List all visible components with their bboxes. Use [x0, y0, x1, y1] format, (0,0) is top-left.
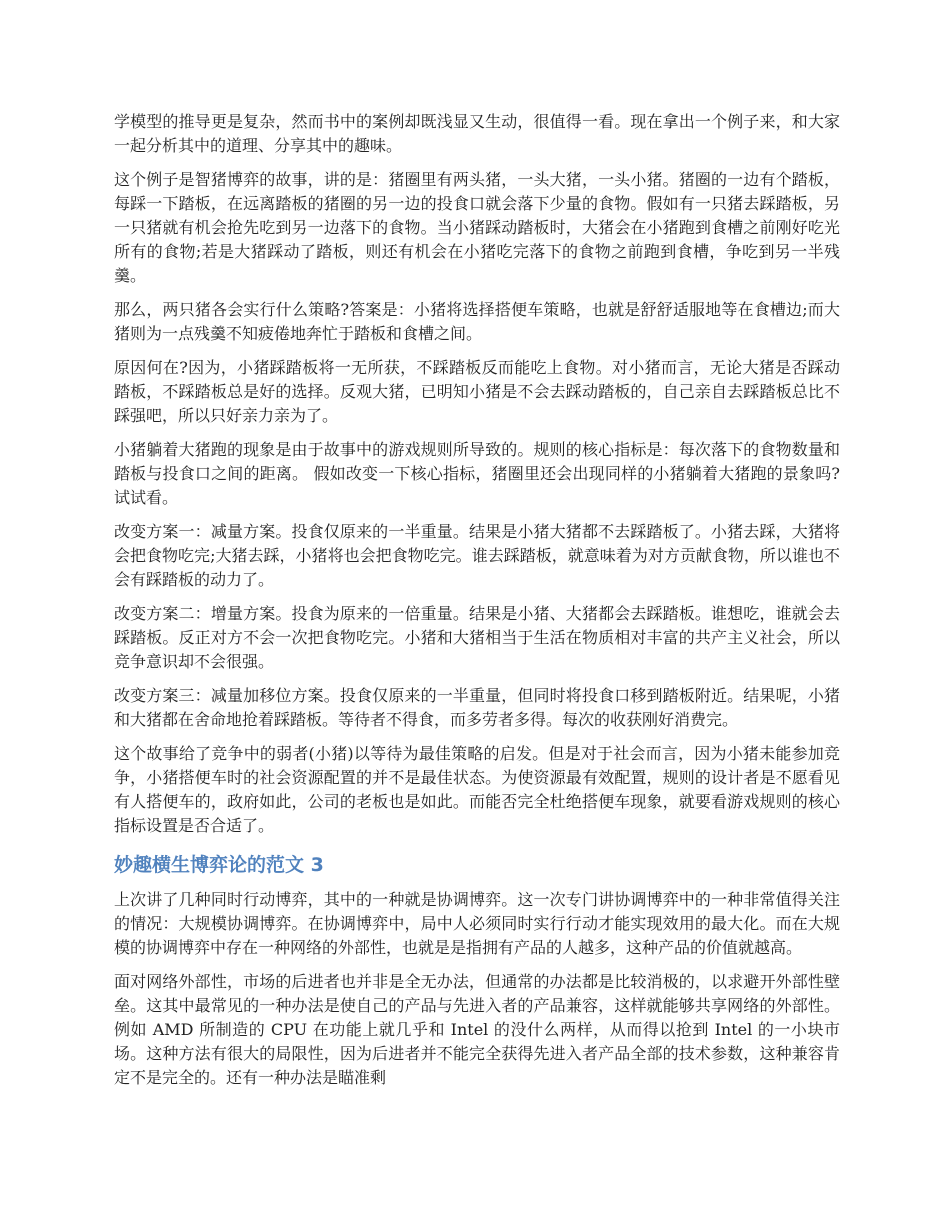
paragraph: 那么，两只猪各会实行什么策略?答案是：小猪将选择搭便车策略，也就是舒舒适服地等在食槽边;而大猪则为一点残羹不知疲倦地奔忙于踏板和食槽之间。 — [114, 300, 840, 343]
paragraph: 上次讲了几种同时行动博弈，其中的一种就是协调博弈。这一次专门讲协调博弈中的一种非常值得关注的情况：大规模协调博弈。在协调博弈中，局中人必须同时实行行动才能实现效用的最大化。而在大规模的协调博弈中存在一种网络的外部性，也就是是指拥有产品的人越多，这种产品的价值就越高。 — [114, 890, 840, 957]
paragraph: 这个故事给了竞争中的弱者(小猪)以等待为最佳策略的启发。但是对于社会而言，因为小猪未能参加竞争，小猪搭便车时的社会资源配置的并不是最佳状态。为使资源最有效配置，规则的设计者是不愿看见有人搭便车的，政府如此，公司的老板也是如此。而能否完全杜绝搭便车现象，就要看游戏规则的核心指标设置是否合适了。 — [114, 744, 840, 835]
paragraph: 这个例子是智猪博弈的故事，讲的是：猪圈里有两头猪，一头大猪，一头小猪。猪圈的一边有个踏板，每踩一下踏板，在远离踏板的猪圈的另一边的投食口就会落下少量的食物。假如有一只猪去踩踏板，另一只猪就有机会抢先吃到另一边落下的食物。当小猪踩动踏板时，大猪会在小猪跑到食槽之前刚好吃光所有的食物;若是大猪踩动了踏板，则还有机会在小猪吃完落下的食物之前跑到食槽，争吃到另一半残羹。 — [114, 170, 840, 285]
paragraph: 学模型的推导更是复杂，然而书中的案例却既浅显又生动，很值得一看。现在拿出一个例子来，和大家一起分析其中的道理、分享其中的趣味。 — [114, 112, 840, 155]
section-heading: 妙趣横生博弈论的范文 3 — [114, 854, 324, 876]
paragraph: 小猪躺着大猪跑的现象是由于故事中的游戏规则所导致的。规则的核心指标是：每次落下的食物数量和踏板与投食口之间的距离。 假如改变一下核心指标，猪圈里还会出现同样的小猪躺着大猪跑的景象吗?试试看。 — [114, 440, 840, 507]
paragraph: 面对网络外部性，市场的后进者也并非是全无办法，但通常的办法都是比较消极的，以求避开外部性壁垒。这其中最常见的一种办法是使自己的产品与先进入者的产品兼容，这样就能够共享网络的外部性。例如 AMD 所制造的 CPU 在功能上就几乎和 Intel 的没什么两样，从而得以抢到 Intel 的一小块市场。这种方法有很大的局限性，因为后进者并不能完全获得先进入者产品全部的技术参数，这种兼容肯定不是完全的。还有一种办法是瞄准剩 — [114, 972, 840, 1087]
document-page — [114, 110, 840, 1100]
paragraph: 改变方案二：增量方案。投食为原来的一倍重量。结果是小猪、大猪都会去踩踏板。谁想吃，谁就会去踩踏板。反正对方不会一次把食物吃完。小猪和大猪相当于生活在物质相对丰富的共产主义社会，所以竞争意识却不会很强。 — [114, 604, 840, 671]
paragraph: 改变方案一：减量方案。投食仅原来的一半重量。结果是小猪大猪都不去踩踏板了。小猪去踩，大猪将会把食物吃完;大猪去踩，小猪将也会把食物吃完。谁去踩踏板，就意味着为对方贡献食物，所以谁也不会有踩踏板的动力了。 — [114, 522, 840, 589]
paragraph: 原因何在?因为，小猪踩踏板将一无所获，不踩踏板反而能吃上食物。对小猪而言，无论大猪是否踩动踏板，不踩踏板总是好的选择。反观大猪，已明知小猪是不会去踩动踏板的，自己亲自去踩踏板总比不踩强吧，所以只好亲力亲为了。 — [114, 358, 840, 425]
paragraph: 改变方案三：减量加移位方案。投食仅原来的一半重量，但同时将投食口移到踏板附近。结果呢，小猪和大猪都在舍命地抢着踩踏板。等待者不得食，而多劳者多得。每次的收获刚好消费完。 — [114, 686, 840, 729]
